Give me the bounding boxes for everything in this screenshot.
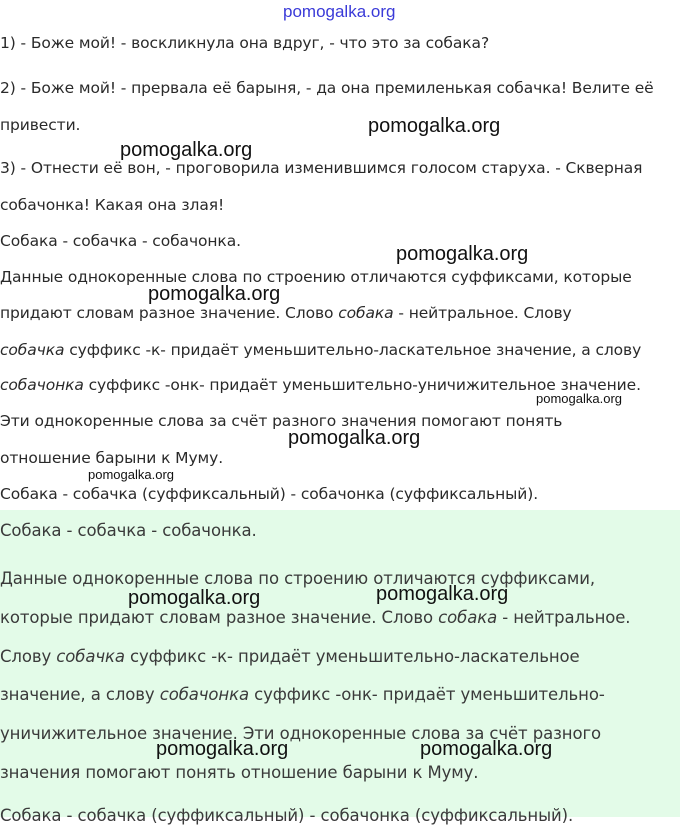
box-line: значения помогают понять отношение барыни к Муму.: [0, 763, 479, 782]
text-line: отношение барыни к Муму.: [0, 449, 224, 467]
watermark: pomogalka.org: [420, 738, 553, 760]
box-line: Собака - собачка - собачонка.: [0, 521, 257, 540]
italic-word: собака: [338, 304, 394, 322]
watermark: pomogalka.org: [288, 427, 421, 449]
box-line: [0, 685, 605, 704]
italic-word: собачонка: [0, 376, 84, 394]
text-span: суффикс -онк- придаёт уменьшительно-уничижительное значение.: [83, 376, 641, 394]
text-span: Слову: [0, 647, 57, 666]
text-span: придают словам разное значение. Слово: [0, 304, 339, 322]
watermark: pomogalka.org: [88, 467, 174, 482]
text-line: 3) - Отнести её вон, - проговорила изменившимся голосом старуха. - Скверная: [0, 159, 643, 177]
box-line: [0, 608, 630, 627]
italic-word: собачка: [56, 647, 125, 666]
text-line: 1) - Боже мой! - воскликнула она вдруг, - что это за собака?: [0, 34, 490, 52]
watermark: pomogalka.org: [396, 243, 529, 265]
watermark: pomogalka.org: [376, 583, 509, 605]
text-line: [0, 304, 572, 322]
italic-word: собачонка: [159, 685, 249, 704]
watermark: pomogalka.org: [536, 391, 622, 406]
box-line: уничижительное значение. Эти однокоренные слова за счёт разного: [0, 724, 602, 743]
text-span: суффикс -к- придаёт уменьшительно-ласкательное: [124, 647, 580, 666]
italic-word: собачка: [0, 341, 65, 359]
italic-word: собака: [438, 608, 498, 627]
box-line: Данные однокоренные слова по строению отличаются суффиксами,: [0, 569, 595, 588]
text-line: Собака - собачка - собачонка.: [0, 232, 241, 250]
watermark-top-link[interactable]: pomogalka.org: [283, 2, 396, 21]
text-line: Эти однокоренные слова за счёт разного значения помогают понять: [0, 412, 563, 430]
text-span: которые придают словам разное значение. Слово: [0, 608, 439, 627]
text-span: значение, а слову: [0, 685, 160, 704]
text-span: суффикс -онк- придаёт уменьшительно-: [249, 685, 605, 704]
answer-box: [0, 510, 680, 825]
text-line: Собака - собачка (суффиксальный) - собачонка (суффиксальный).: [0, 485, 539, 503]
watermark: pomogalka.org: [156, 738, 289, 760]
watermark: pomogalka.org: [128, 587, 261, 609]
text-span: - нейтральное.: [497, 608, 631, 627]
text-line: Данные однокоренные слова по строению отличаются суффиксами, которые: [0, 268, 632, 286]
text-line: 2) - Боже мой! - прервала её барыня, - да она премиленькая собачка! Велите её: [0, 79, 654, 97]
watermark: pomogalka.org: [148, 283, 281, 305]
text-span: суффикс -к- придаёт уменьшительно-ласкательное значение, а слову: [64, 341, 642, 359]
text-line: привести.: [0, 116, 81, 134]
watermark: pomogalka.org: [120, 139, 253, 161]
text-line: [0, 341, 641, 359]
text-line: собачонка! Какая она злая!: [0, 196, 225, 214]
box-line: [0, 647, 580, 666]
text-span: - нейтральное. Слову: [393, 304, 572, 322]
box-line-partial: Собака - собачка (суффиксальный) - собачонка (суффиксальный).: [0, 806, 574, 825]
watermark: pomogalka.org: [368, 115, 501, 137]
